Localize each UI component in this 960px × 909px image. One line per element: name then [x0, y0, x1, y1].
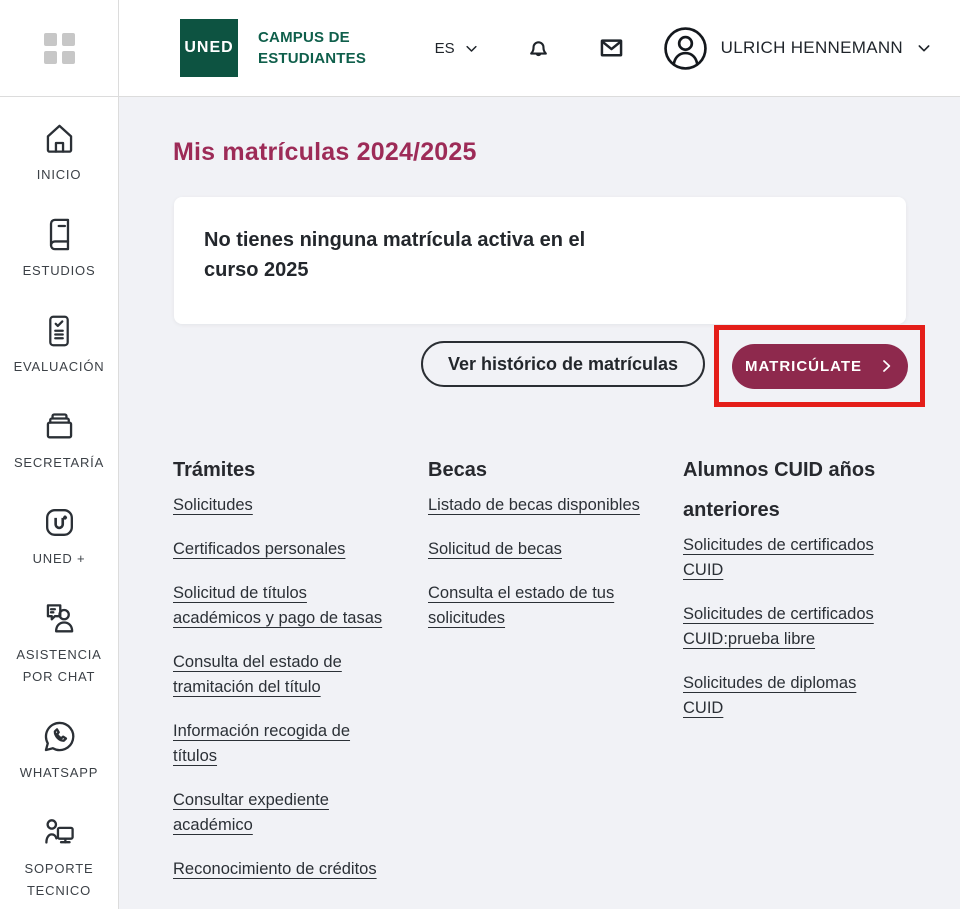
- sidebar-item-secretaria[interactable]: [5, 405, 113, 474]
- link-solicitudes[interactable]: Solicitudes: [173, 496, 253, 514]
- sidebar-item-label: SOPORTE TECNICO: [24, 861, 94, 898]
- avatar-icon: [663, 26, 708, 71]
- whatsapp-icon: [41, 715, 78, 755]
- cuid-column: [683, 450, 896, 901]
- uned-plus-icon: [41, 501, 78, 541]
- sidebar-nav: [0, 97, 119, 909]
- mail-icon: [598, 35, 625, 62]
- link-listado-becas[interactable]: Listado de becas disponibles: [428, 496, 640, 514]
- link-certificados-personales[interactable]: Certificados personales: [173, 540, 346, 558]
- sidebar-item-inicio[interactable]: [5, 117, 113, 186]
- chevron-down-icon: [464, 41, 479, 56]
- sidebar-item-label: ESTUDIOS: [22, 263, 96, 278]
- header-main: [119, 0, 960, 96]
- link-diplomas-cuid[interactable]: Solicitudes de diplomas CUID: [683, 674, 857, 717]
- archive-drawer-icon: [41, 405, 78, 445]
- enroll-highlight-box: [714, 325, 925, 407]
- sidebar-item-asistencia-chat[interactable]: [5, 597, 113, 688]
- becas-column: [428, 450, 641, 901]
- page-title: Mis matrículas 2024/2025: [173, 138, 477, 166]
- brand-line2: ESTUDIANTES: [258, 50, 367, 67]
- main-content: [120, 98, 960, 909]
- checklist-document-icon: [41, 309, 77, 349]
- view-history-button[interactable]: Ver histórico de matrículas: [421, 341, 705, 387]
- top-bar: [0, 0, 960, 97]
- sidebar-item-uned-plus[interactable]: [5, 501, 113, 570]
- enroll-button[interactable]: [732, 344, 908, 389]
- link-solicitud-becas[interactable]: Solicitud de becas: [428, 540, 562, 558]
- header-actions: [435, 26, 932, 71]
- sidebar-item-evaluacion[interactable]: [5, 309, 113, 378]
- quick-links-section: [173, 450, 896, 901]
- uned-logo[interactable]: UNED: [180, 19, 238, 77]
- link-solicitud-titulos[interactable]: Solicitud de títulos académicos y pago de tasas: [173, 584, 383, 627]
- apps-grid-icon[interactable]: [44, 33, 75, 64]
- sidebar-item-soporte-tecnico[interactable]: [5, 811, 113, 902]
- user-menu[interactable]: [663, 26, 932, 71]
- link-consulta-tramitacion-titulo[interactable]: Consulta del estado de tramitación del título: [173, 653, 342, 696]
- link-consulta-estado-solicitudes[interactable]: Consulta el estado de tus solicitudes: [428, 584, 615, 627]
- sidebar-item-label: ASISTENCIA POR CHAT: [16, 647, 102, 684]
- link-certificados-cuid[interactable]: Solicitudes de certificados CUID: [683, 536, 874, 579]
- chat-assistance-icon: [41, 597, 78, 637]
- link-informacion-recogida-titulos[interactable]: Información recogida de títulos: [173, 722, 351, 765]
- sidebar-item-label: INICIO: [36, 167, 82, 182]
- notifications-button[interactable]: [525, 35, 552, 62]
- bell-icon: [525, 35, 552, 62]
- sidebar-item-label: WHATSAPP: [19, 765, 99, 780]
- no-enrollment-card: [174, 197, 906, 324]
- sidebar-item-whatsapp[interactable]: [5, 715, 113, 784]
- column-heading: Alumnos CUID años anteriores: [683, 459, 876, 521]
- enroll-button-label: MATRICÚLATE: [744, 357, 863, 375]
- tech-support-icon: [41, 811, 78, 851]
- column-heading: Trámites: [173, 459, 256, 481]
- brand-title: [258, 27, 366, 69]
- tramites-column: [173, 450, 386, 901]
- brand-line1: CAMPUS DE: [258, 29, 350, 46]
- sidebar-item-estudios[interactable]: [5, 213, 113, 282]
- language-selector[interactable]: [435, 40, 479, 57]
- column-heading: Becas: [428, 459, 487, 481]
- chevron-right-icon: [878, 358, 894, 374]
- sidebar-item-label: UNED +: [32, 551, 86, 566]
- link-reconocimiento-creditos[interactable]: Reconocimiento de créditos: [173, 860, 377, 878]
- sidebar-item-label: EVALUACIÓN: [13, 359, 105, 374]
- link-consultar-expediente[interactable]: Consultar expediente académico: [173, 791, 329, 834]
- user-name: ULRICH HENNEMANN: [720, 38, 903, 57]
- sidebar-item-label: SECRETARÍA: [13, 455, 105, 470]
- language-label: ES: [434, 39, 455, 57]
- no-enrollment-message: No tienes ninguna matrícula activa en el curso 2025: [204, 229, 586, 281]
- book-icon: [41, 213, 78, 253]
- chevron-down-icon: [916, 40, 932, 56]
- link-certificados-cuid-prueba-libre[interactable]: Solicitudes de certificados CUID:prueba libre: [683, 605, 874, 648]
- messages-button[interactable]: [598, 35, 625, 62]
- home-icon: [41, 117, 78, 157]
- apps-launcher[interactable]: [0, 0, 119, 96]
